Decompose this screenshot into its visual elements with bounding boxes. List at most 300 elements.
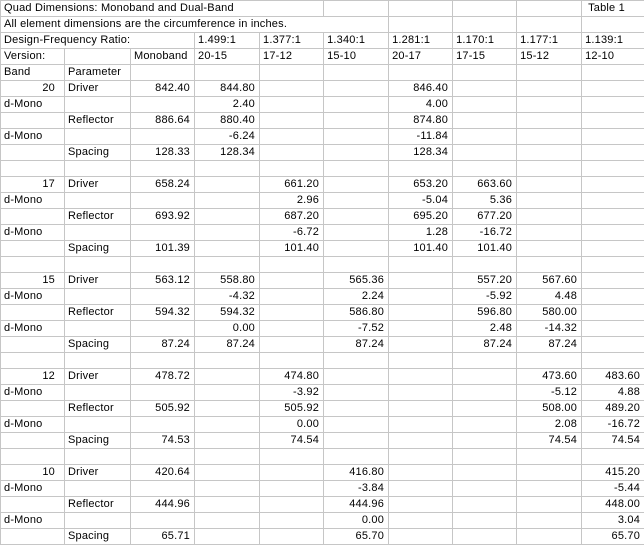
table-row (1, 369, 644, 385)
empty-cell (260, 305, 324, 321)
empty-cell (324, 209, 389, 225)
value-cell: 505.92 (260, 401, 324, 417)
value-cell: 0.00 (324, 513, 389, 529)
empty-cell (582, 113, 644, 129)
value-cell: 473.60 (517, 369, 582, 385)
empty-cell (195, 465, 260, 481)
empty-cell (517, 513, 582, 529)
empty-cell (517, 257, 582, 273)
empty-cell (131, 257, 195, 273)
empty-cell (582, 257, 644, 273)
title-cell: Quad Dimensions: Monoband and Dual-Band (1, 1, 324, 17)
empty-cell (517, 97, 582, 113)
dmono-label-cell: d-Mono (1, 225, 65, 241)
parameter-cell: Spacing (65, 433, 131, 449)
empty-cell (324, 81, 389, 97)
value-cell: -6.72 (260, 225, 324, 241)
value-cell: 101.39 (131, 241, 195, 257)
empty-cell (65, 129, 131, 145)
empty-cell (582, 161, 644, 177)
empty-cell (517, 353, 582, 369)
empty-cell (65, 449, 131, 465)
empty-cell (260, 529, 324, 545)
empty-cell (195, 177, 260, 193)
empty-cell (517, 65, 582, 81)
value-cell: 0.00 (195, 321, 260, 337)
table-row (1, 17, 644, 33)
value-cell: 0.00 (260, 417, 324, 433)
value-cell: 101.40 (260, 241, 324, 257)
band-cell: 17 (1, 177, 65, 193)
version-header-cell (65, 49, 131, 65)
empty-cell (324, 193, 389, 209)
dmono-label-cell: d-Mono (1, 417, 65, 433)
empty-cell (131, 129, 195, 145)
value-cell: 87.24 (195, 337, 260, 353)
value-cell: -5.44 (582, 481, 644, 497)
empty-cell (324, 401, 389, 417)
empty-cell (1, 497, 65, 513)
empty-cell (1, 257, 65, 273)
empty-cell (389, 273, 453, 289)
value-cell: 128.33 (131, 145, 195, 161)
empty-cell (582, 193, 644, 209)
empty-cell (517, 113, 582, 129)
parameter-cell: Driver (65, 273, 131, 289)
empty-cell (324, 241, 389, 257)
empty-cell (260, 81, 324, 97)
value-cell: -7.52 (324, 321, 389, 337)
version-header-cell: 17-15 (453, 49, 517, 65)
empty-cell (65, 257, 131, 273)
empty-cell (389, 481, 453, 497)
empty-cell (582, 241, 644, 257)
empty-cell (453, 97, 517, 113)
empty-cell (453, 129, 517, 145)
empty-cell (517, 161, 582, 177)
empty-cell (195, 529, 260, 545)
empty-cell (1, 449, 65, 465)
empty-cell (131, 161, 195, 177)
empty-cell (453, 529, 517, 545)
empty-cell (324, 129, 389, 145)
value-cell: 677.20 (453, 209, 517, 225)
version-header-cell: 20-15 (195, 49, 260, 65)
empty-cell (65, 513, 131, 529)
table-row (1, 465, 644, 481)
value-cell: 444.96 (131, 497, 195, 513)
table-row (1, 273, 644, 289)
parameter-cell: Spacing (65, 241, 131, 257)
empty-cell (517, 225, 582, 241)
empty-cell (389, 401, 453, 417)
empty-cell (131, 193, 195, 209)
empty-cell (1, 241, 65, 257)
table-row (1, 177, 644, 193)
empty-cell (1, 353, 65, 369)
empty-cell (453, 385, 517, 401)
value-cell: -3.84 (324, 481, 389, 497)
value-cell: -11.84 (389, 129, 453, 145)
empty-cell (453, 513, 517, 529)
table-row (1, 321, 644, 337)
empty-cell (324, 225, 389, 241)
empty-cell (389, 529, 453, 545)
value-cell: 661.20 (260, 177, 324, 193)
empty-cell (1, 529, 65, 545)
table-row (1, 49, 644, 65)
value-cell: 128.34 (195, 145, 260, 161)
subtitle-cell: All element dimensions are the circumference in inches. (1, 17, 389, 33)
value-cell: 653.20 (389, 177, 453, 193)
empty-cell (195, 65, 260, 81)
ratio-header-cell: 1.340:1 (324, 33, 389, 49)
empty-cell (260, 257, 324, 273)
dmono-label-cell: d-Mono (1, 129, 65, 145)
empty-cell (389, 161, 453, 177)
empty-cell (389, 385, 453, 401)
ratio-header-cell: 1.377:1 (260, 33, 324, 49)
value-cell: 2.24 (324, 289, 389, 305)
value-cell: 87.24 (517, 337, 582, 353)
parameter-cell: Reflector (65, 113, 131, 129)
empty-cell (582, 225, 644, 241)
band-cell: 10 (1, 465, 65, 481)
value-cell: -5.12 (517, 385, 582, 401)
empty-cell (1, 337, 65, 353)
empty-cell (324, 385, 389, 401)
empty-cell (389, 305, 453, 321)
value-cell: 2.96 (260, 193, 324, 209)
ratio-header-cell: 1.499:1 (195, 33, 260, 49)
empty-cell (517, 129, 582, 145)
empty-cell (260, 97, 324, 113)
table-row (1, 529, 644, 545)
value-cell: 842.40 (131, 81, 195, 97)
empty-cell (1, 161, 65, 177)
value-cell: 65.70 (324, 529, 389, 545)
version-header-cell: 17-12 (260, 49, 324, 65)
empty-cell (260, 113, 324, 129)
empty-cell (389, 497, 453, 513)
parameter-cell: Reflector (65, 401, 131, 417)
table-row (1, 161, 644, 177)
value-cell: 586.80 (324, 305, 389, 321)
table-row (1, 193, 644, 209)
value-cell: 663.60 (453, 177, 517, 193)
value-cell: 880.40 (195, 113, 260, 129)
empty-cell (582, 177, 644, 193)
value-cell: 74.53 (131, 433, 195, 449)
value-cell: 87.24 (131, 337, 195, 353)
empty-cell (260, 481, 324, 497)
empty-cell (260, 65, 324, 81)
empty-cell (517, 241, 582, 257)
parameter-cell: Driver (65, 81, 131, 97)
empty-cell (195, 257, 260, 273)
empty-cell (1, 145, 65, 161)
empty-cell (324, 417, 389, 433)
empty-cell (65, 225, 131, 241)
table-row (1, 257, 644, 273)
value-cell: 2.40 (195, 97, 260, 113)
value-cell: 74.54 (260, 433, 324, 449)
empty-cell (195, 193, 260, 209)
parameter-cell: Driver (65, 177, 131, 193)
empty-cell (389, 321, 453, 337)
empty-cell (517, 465, 582, 481)
empty-cell (195, 241, 260, 257)
empty-cell (582, 145, 644, 161)
empty-cell (453, 161, 517, 177)
empty-cell (65, 289, 131, 305)
empty-cell (195, 481, 260, 497)
empty-cell (453, 145, 517, 161)
value-cell: 846.40 (389, 81, 453, 97)
value-cell: -14.32 (517, 321, 582, 337)
empty-cell (582, 305, 644, 321)
empty-cell (131, 225, 195, 241)
empty-cell (517, 17, 582, 33)
value-cell: 65.70 (582, 529, 644, 545)
version-header-cell: 15-12 (517, 49, 582, 65)
empty-cell (582, 81, 644, 97)
table-row (1, 81, 644, 97)
value-cell: 2.48 (453, 321, 517, 337)
value-cell: 594.32 (195, 305, 260, 321)
empty-cell (517, 209, 582, 225)
dmono-label-cell: d-Mono (1, 385, 65, 401)
empty-cell (65, 417, 131, 433)
value-cell: 128.34 (389, 145, 453, 161)
empty-cell (260, 449, 324, 465)
empty-cell (582, 321, 644, 337)
empty-cell (453, 257, 517, 273)
value-cell: 558.80 (195, 273, 260, 289)
empty-cell (389, 17, 453, 33)
empty-cell (324, 145, 389, 161)
empty-cell (453, 465, 517, 481)
empty-cell (195, 225, 260, 241)
value-cell: 3.04 (582, 513, 644, 529)
empty-cell (65, 353, 131, 369)
table-row (1, 289, 644, 305)
empty-cell (453, 433, 517, 449)
ratio-header-cell: 1.139:1 (582, 33, 644, 49)
empty-cell (582, 273, 644, 289)
version-header-cell: 12-10 (582, 49, 644, 65)
dmono-label-cell: d-Mono (1, 513, 65, 529)
table-body (1, 1, 644, 545)
value-cell: 478.72 (131, 369, 195, 385)
empty-cell (65, 97, 131, 113)
empty-cell (1, 433, 65, 449)
value-cell: 844.80 (195, 81, 260, 97)
empty-cell (324, 113, 389, 129)
empty-cell (260, 289, 324, 305)
empty-cell (389, 65, 453, 81)
value-cell: -4.32 (195, 289, 260, 305)
empty-cell (195, 513, 260, 529)
empty-cell (260, 513, 324, 529)
empty-cell (324, 65, 389, 81)
empty-cell (517, 177, 582, 193)
empty-cell (1, 401, 65, 417)
empty-cell (517, 1, 582, 17)
table-row (1, 33, 644, 49)
empty-cell (131, 449, 195, 465)
empty-cell (453, 497, 517, 513)
band-header-cell: Band (1, 65, 65, 81)
version-header-cell: Monoband (131, 49, 195, 65)
empty-cell (453, 449, 517, 465)
empty-cell (195, 209, 260, 225)
empty-cell (65, 193, 131, 209)
ratio-header-cell: 1.177:1 (517, 33, 582, 49)
value-cell: 4.00 (389, 97, 453, 113)
value-cell: 4.48 (517, 289, 582, 305)
value-cell: 565.36 (324, 273, 389, 289)
value-cell: 594.32 (131, 305, 195, 321)
dmono-label-cell: d-Mono (1, 321, 65, 337)
value-cell: -16.72 (582, 417, 644, 433)
parameter-cell: Spacing (65, 337, 131, 353)
parameter-cell: Reflector (65, 305, 131, 321)
value-cell: -5.92 (453, 289, 517, 305)
value-cell: 580.00 (517, 305, 582, 321)
empty-cell (260, 497, 324, 513)
table-row (1, 113, 644, 129)
empty-cell (389, 353, 453, 369)
empty-cell (582, 289, 644, 305)
empty-cell (582, 353, 644, 369)
table-label-cell: Table 1 (582, 1, 644, 17)
empty-cell (195, 449, 260, 465)
table-row (1, 401, 644, 417)
value-cell: 415.20 (582, 465, 644, 481)
value-cell: 658.24 (131, 177, 195, 193)
empty-cell (582, 449, 644, 465)
empty-cell (453, 113, 517, 129)
table-row (1, 305, 644, 321)
table-row (1, 145, 644, 161)
table-row (1, 417, 644, 433)
empty-cell (389, 257, 453, 273)
band-cell: 20 (1, 81, 65, 97)
value-cell: 448.00 (582, 497, 644, 513)
table-row (1, 433, 644, 449)
dmono-label-cell: d-Mono (1, 481, 65, 497)
empty-cell (389, 465, 453, 481)
value-cell: -3.92 (260, 385, 324, 401)
empty-cell (324, 353, 389, 369)
parameter-header-cell: Parameter (65, 65, 131, 81)
empty-cell (582, 337, 644, 353)
dmono-label-cell: d-Mono (1, 193, 65, 209)
table-row (1, 481, 644, 497)
empty-cell (582, 65, 644, 81)
empty-cell (453, 401, 517, 417)
version-label-cell: Version: (1, 49, 65, 65)
table-row (1, 225, 644, 241)
value-cell: 563.12 (131, 273, 195, 289)
value-cell: 416.80 (324, 465, 389, 481)
empty-cell (195, 385, 260, 401)
value-cell: 101.40 (453, 241, 517, 257)
empty-cell (582, 97, 644, 113)
value-cell: 505.92 (131, 401, 195, 417)
empty-cell (389, 1, 453, 17)
parameter-cell: Driver (65, 369, 131, 385)
empty-cell (324, 433, 389, 449)
empty-cell (131, 385, 195, 401)
empty-cell (260, 353, 324, 369)
empty-cell (131, 289, 195, 305)
empty-cell (517, 145, 582, 161)
value-cell: 474.80 (260, 369, 324, 385)
value-cell: 74.54 (582, 433, 644, 449)
empty-cell (389, 369, 453, 385)
empty-cell (517, 193, 582, 209)
value-cell: 695.20 (389, 209, 453, 225)
value-cell: 87.24 (453, 337, 517, 353)
value-cell: 874.80 (389, 113, 453, 129)
empty-cell (131, 321, 195, 337)
table-row (1, 241, 644, 257)
value-cell: 596.80 (453, 305, 517, 321)
empty-cell (131, 417, 195, 433)
value-cell: 567.60 (517, 273, 582, 289)
table-row (1, 129, 644, 145)
empty-cell (65, 385, 131, 401)
empty-cell (517, 81, 582, 97)
table-row (1, 385, 644, 401)
empty-cell (324, 257, 389, 273)
empty-cell (195, 369, 260, 385)
value-cell: 74.54 (517, 433, 582, 449)
value-cell: 557.20 (453, 273, 517, 289)
ratio-label-cell: Design-Frequency Ratio: (1, 33, 195, 49)
ratio-header-cell: 1.281:1 (389, 33, 453, 49)
empty-cell (324, 161, 389, 177)
value-cell: 65.71 (131, 529, 195, 545)
parameter-cell: Spacing (65, 145, 131, 161)
parameter-cell: Reflector (65, 497, 131, 513)
empty-cell (131, 353, 195, 369)
table-row (1, 513, 644, 529)
empty-cell (1, 113, 65, 129)
value-cell: 444.96 (324, 497, 389, 513)
version-header-cell: 15-10 (324, 49, 389, 65)
empty-cell (324, 97, 389, 113)
empty-cell (582, 209, 644, 225)
value-cell: 489.20 (582, 401, 644, 417)
table-row (1, 65, 644, 81)
value-cell: 420.64 (131, 465, 195, 481)
empty-cell (195, 353, 260, 369)
value-cell: 693.92 (131, 209, 195, 225)
table-row (1, 209, 644, 225)
empty-cell (131, 481, 195, 497)
empty-cell (453, 65, 517, 81)
empty-cell (195, 417, 260, 433)
empty-cell (131, 97, 195, 113)
empty-cell (260, 465, 324, 481)
empty-cell (517, 449, 582, 465)
empty-cell (453, 353, 517, 369)
empty-cell (324, 449, 389, 465)
empty-cell (517, 497, 582, 513)
